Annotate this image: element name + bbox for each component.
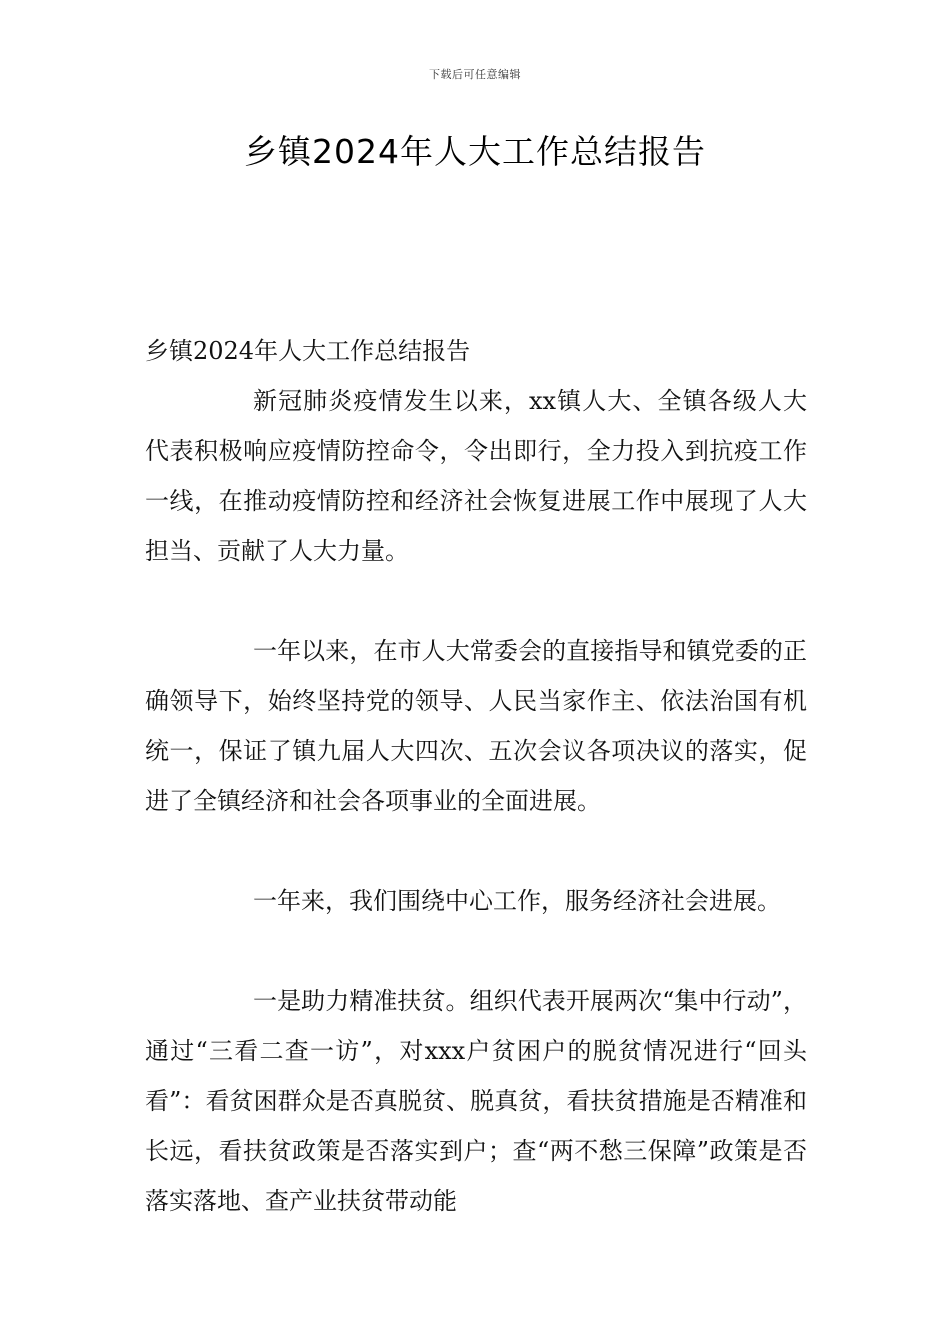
document-title: 乡镇2024年人大工作总结报告 [244,132,706,171]
header-note: 下载后可任意编辑 [429,68,521,81]
paragraph-3: 一年来，我们围绕中心工作，服务经济社会进展。 [253,887,781,915]
paragraph-2: 一年以来，在市人大常委会的直接指导和镇党委的正确领导下，始终坚持党的领导、人民当家作主、依法治国有机统一，保证了镇九届人大四次、五次会议各项决议的落实，促进了全镇经济和社会各项事业的全面进展。 [145,637,807,815]
body-heading: 乡镇2024年人大工作总结报告 [145,337,471,365]
paragraph-4: 一是助力精准扶贫。组织代表开展两次“集中行动”，通过“三看二查一访”，对xxx户贫困户的脱贫情况进行“回头看”：看贫困群众是否真脱贫、脱真贫，看扶贫措施是否精准和长远，看扶贫政策是否落实到户；查“两不愁三保障”政策是否落实落地、查产业扶贫带动能 [145,987,807,1215]
paragraph-1: 新冠肺炎疫情发生以来，xx镇人大、全镇各级人大代表积极响应疫情防控命令，令出即行，全力投入到抗疫工作一线，在推动疫情防控和经济社会恢复进展工作中展现了人大担当、贡献了人大力量。 [145,387,807,565]
document-body [145,326,807,1226]
